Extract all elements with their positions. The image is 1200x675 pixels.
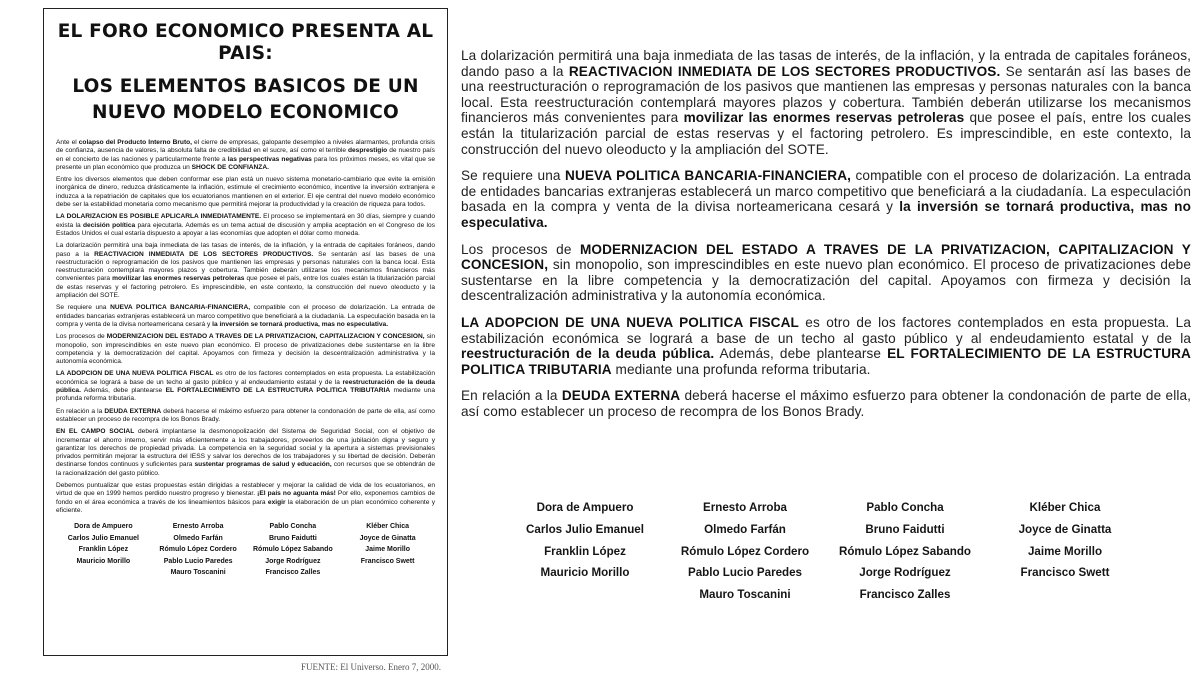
body-text: En relación a la <box>461 388 562 404</box>
signatory-name: Rómulo López Sabando <box>253 546 333 554</box>
emphasis-text: reestructuración de la deuda pública. <box>56 378 435 395</box>
body-text: Ante el <box>56 139 79 146</box>
body-text: con recursos que se obtendrán de la racionalización del gasto público. <box>56 461 435 477</box>
body-text: Por ello, exponemos carnbios de fondo en el área económica a través de los lineamientos básicos para <box>56 490 435 506</box>
emphasis-text: decisión política <box>83 221 136 229</box>
signatory-name <box>56 567 151 579</box>
body-text: Entre los diversos elementos que deben conformar ese plan está un nuevo sistema monetario-cambiario que evite la emisión inorgánica de dinero, reduzca drásticamente la inflación, estimule el crecimiento económico, incentive la inversión extranjera e induzca a la repatriación de capitales que los ecuatorianos mantienen en el exterior. El eje central del nuevo modelo económico debe ser la estabilidad monetaria como mecanismo que permitirá mejorar la productividad y la creación de riqueza para todos. <box>56 176 435 209</box>
ad-headline: EL FORO ECONOMICO PRESENTA AL PAIS: <box>57 21 434 64</box>
body-text: deberá hacerse el máximo esfuerzo para obtener la condonación de parte de ella, así como establecer un proceso de recompra de los Bonos Brady. <box>461 388 1191 419</box>
signatory-name: Olmedo Farfán <box>704 522 786 536</box>
body-text: Además, debe plantearse <box>80 387 166 395</box>
body-text: Los procesos de <box>56 333 107 341</box>
signatory-name: Jaime Morillo <box>365 546 410 554</box>
signatory-name: Ernesto Arroba <box>703 501 787 514</box>
emphasis-text: LA DOLARIZACION ES POSIBLE APLICARLA INMEDIATAMENTE. <box>56 213 262 221</box>
body-text: Los procesos de <box>461 241 580 257</box>
body-text: compatible con el proceso de dolarización. La entrada de entidades bancarias extranjeras establecerá un marco competitivo que beneficiará a la ciudadanía. La especulación basada en la compra y venta de la divisa norteamericana cesará y <box>56 304 436 328</box>
body-text: el cierre de empresas, galopante desempleo a niveles alarmantes, profunda crisis de confianza, ausencia de valores, la absoluta falta de credibilidad en el sucre, así como el terrible <box>56 139 435 155</box>
signatory-name: Bruno Faidutti <box>268 534 317 542</box>
body-text: Se sentarán así las bases de una reestructuración o reprogramación de los pasivos que mantienen las empresas y personas naturales con la banca local. Esta reestructuración contemplará mayores plazos y cobertura. También deberán utilizarse los mecanismos financieros más convenientes para <box>461 63 1191 126</box>
excerpt-paragraph <box>461 168 1191 230</box>
emphasis-text: LA ADOPCION DE UNA NUEVA POLITICA FISCAL <box>56 370 214 378</box>
ad-paragraph <box>56 408 435 425</box>
body-text: compatible con el proceso de dolarización. La entrada de entidades bancarias extranjeras establecerá un marco competitivo que beneficiará a la ciudadanía. La especulación basada en la compra y venta de la divisa norteamericana cesará y <box>461 168 1191 215</box>
signatory-name: Kléber Chica <box>366 523 410 531</box>
emphasis-text: EL FORTALECIMIENTO DE LA ESTRUCTURA POLITICA TRIBUTARIA <box>165 387 391 395</box>
body-text: de nuestro país en el concierto de las naciones y particularmente frente a <box>56 147 435 163</box>
ad-paragraph <box>56 304 435 329</box>
emphasis-text: REACTIVACION INMEDIATA DE LOS SECTORES PRODUCTIVOS. <box>94 250 314 258</box>
body-text: la elaboración de un plan económico coherente y eficiente. <box>56 498 435 514</box>
emphasis-text: desprestigio <box>347 147 388 155</box>
signatory-name: Franklin López <box>78 546 129 554</box>
ad-paragraph <box>56 482 435 515</box>
signatory-name: Dora de Ampuero <box>74 523 133 531</box>
body-text: sin monopolio, son imprescindibles en este nuevo plan económico. El proceso de privatizaciones debe sustentarse en la libre competencia y la democratización del capital. Apoyamos con firmeza y decisión la descentralización administrativa y la autonomía económica. <box>56 333 435 366</box>
zoomed-text-excerpt <box>461 48 1191 430</box>
source-caption: FUENTE: El Universo. Enero 7, 2000. <box>301 662 441 672</box>
body-text: es otro de los factores contemplados en esta propuesta. La estabilización económica se logrará a base de un techo al gasto público y al endeudamiento estatal y de la <box>56 370 436 386</box>
emphasis-text: DEUDA EXTERNA <box>561 388 681 404</box>
signatory-name: Ernesto Arroba <box>172 523 224 531</box>
signatory-name: Francisco Zalles <box>265 569 321 577</box>
emphasis-text: NUEVA POLITICA BANCARIA-FINANCIERA, <box>110 304 251 312</box>
body-text: En relación a la <box>56 407 105 415</box>
ad-paragraph <box>56 139 435 172</box>
body-text: que posee el país, entre los cuales están la titularización parcial de estas reservas y el factoring petrolero. Es imprescindible, en este contexto, la construcción del nuevo oleoducto y la ampliación del SOTE. <box>461 110 1192 157</box>
ad-paragraph <box>56 176 435 209</box>
emphasis-text: movilizar las enormes reservas petroleras <box>683 110 965 126</box>
emphasis-text: movilizar las enormes reservas petroleras <box>112 275 245 283</box>
ad-title-line-1: LOS ELEMENTOS BASICOS DE UN <box>72 76 419 97</box>
emphasis-text: EN EL CAMPO SOCIAL <box>56 428 135 436</box>
signatory-name: Mauricio Morillo <box>540 566 630 580</box>
signatory-name: Carlos Julio Emanuel <box>526 522 644 536</box>
ad-paragraph <box>56 428 435 478</box>
body-text: para ejecutarla. Además es un tema actual de discusión y amplia aceptación en el Congreso de los Estados Unidos el cual estaría dispuesto a apoyar a las economías que adopten el dólar como moneda. <box>56 221 435 237</box>
body-text: La dolarización permitirá una baja inmediata de las tasas de interés, de la inflación, y la entrada de capitales foráneos, dando paso a la <box>461 48 1191 79</box>
signatory-name: Francisco Zalles <box>859 588 951 602</box>
body-text: Se requiere una <box>461 168 566 184</box>
signatory-name: Francisco Swett <box>1020 566 1110 580</box>
emphasis-text: exigir <box>267 498 286 506</box>
signatory-name <box>340 567 435 579</box>
ad-paragraph <box>56 333 435 366</box>
excerpt-paragraph <box>461 388 1191 419</box>
signatory-name: Mauro Toscanini <box>170 569 226 577</box>
emphasis-text: MODERNIZACION DEL ESTADO A TRAVES DE LA PRIVATIZACION, CAPITALIZACION Y CONCESION, <box>461 241 1191 273</box>
body-text: que posee el país, entre los cuales están la titularización parcial de estas reservas y el factoring petrolero. Es imprescindible, en este contexto, la construcción del nuevo oleoducto y la ampliación del SOTE. <box>56 275 435 300</box>
signatory-name: Mauro Toscanini <box>699 588 791 602</box>
full-page-advertisement <box>43 8 448 672</box>
signatory-name: Francisco Swett <box>360 557 415 565</box>
ad-paragraph <box>56 213 435 238</box>
signatory-name: Pablo Lucio Paredes <box>687 566 803 580</box>
ad-body <box>56 139 435 515</box>
ad-title-line-2: NUEVO MODELO ECONOMICO <box>92 102 399 123</box>
emphasis-text: NUEVA POLITICA BANCARIA-FINANCIERA, <box>565 168 851 184</box>
signatory-name: Olmedo Farfán <box>173 534 223 542</box>
signatory-name <box>985 584 1145 606</box>
body-text: Debemos puntualizar que estas propuestas están dirigidas a restablecer y mejorar la calidad de vida de los ecuatorianos, en virtud de que en 1999 hemos perdido nuestro progreso y bienestar. <box>56 481 435 498</box>
signatory-name: Pablo Concha <box>269 523 317 531</box>
signatory-name: Carlos Julio Emanuel <box>67 534 139 542</box>
body-text: sin monopolio, son imprescindibles en este nuevo plan económico. El proceso de privatizaciones debe sustentarse en la libre competencia y la democratización del capital. Apoyamos con firmeza y decisión la descentralización administrativa y la autonomía económica. <box>461 257 1191 304</box>
excerpt-paragraph <box>461 242 1191 304</box>
emphasis-text: MODERNIZACION DEL ESTADO A TRAVES DE LA PRIVATIZACION, CAPITALIZACION Y CONCESION, <box>106 333 425 341</box>
ad-signatories <box>56 521 435 579</box>
excerpt-paragraph <box>461 48 1191 157</box>
emphasis-text: reestructuración de la deuda pública. <box>461 346 715 362</box>
body-text: es otro de los factores contemplados en esta propuesta. La estabilización económica se logrará a base de un techo al gasto público y al endeudamiento estatal y de la <box>461 314 1191 346</box>
emphasis-text: sustentar programas de salud y educación, <box>194 461 332 469</box>
body-text: deberá hacerse el máximo esfuerzo para obtener la condonación de parte de ella, así como establecer un proceso de recompra de los Bonos Brady. <box>56 407 435 423</box>
excerpt-paragraph <box>461 315 1191 377</box>
ad-paragraph <box>56 242 435 300</box>
body-text: Además, debe plantearse <box>714 346 888 362</box>
signatory-name: Dora de Ampuero <box>536 501 634 514</box>
signatory-name <box>505 584 665 606</box>
emphasis-text: LA ADOPCION DE UNA NUEVA POLITICA FISCAL <box>461 314 799 330</box>
signatory-name: Joyce de Ginatta <box>1018 522 1112 536</box>
ad-paragraph <box>56 370 435 403</box>
signatory-name: Kléber Chica <box>1029 501 1101 514</box>
body-text: Se sentarán así las bases de una reestructuración o reprogramación de los pasivos que mantienen las empresas y personas naturales con la banca local. Esta reestructuración contemplará mayores plazos y cobertura. También deberán utilizarse los mecanismos financieros más convenientes para <box>56 250 435 283</box>
emphasis-text: la inversión se tornará productiva, mas no especulativa. <box>461 199 1191 230</box>
signatory-name: Jaime Morillo <box>1027 544 1103 558</box>
signatory-name: Rómulo López Sabando <box>838 544 972 558</box>
emphasis-text: REACTIVACION INMEDIATA DE LOS SECTORES PRODUCTIVOS. <box>568 63 1001 79</box>
emphasis-text: colapso del Producto Interno Bruto, <box>78 139 193 146</box>
body-text: Se requiere una <box>56 304 111 312</box>
emphasis-text: SHOCK DE CONFIANZA. <box>191 163 269 171</box>
signatory-name: Jorge Rodríguez <box>265 557 321 565</box>
body-text: El proceso se implementará en 30 días, siempre y cuando exista la <box>56 213 435 229</box>
body-text: para los próximos meses, es vital que se presente un plan económico que produzca un <box>56 155 435 171</box>
body-text: deberá implantarse la desmonopolización del Sistema de Seguridad Social, con el objetivo de incrementar el ahorro interno, servir más eficientemente a los trabajadores, proveerlos de una jubilación digna y seguro y garantizar los derechos de propiedad privada. La competencia en la seguridad social y la apertura a sistemas previsionales privados permitirán mejorar la estructura del IESS y salvar los derechos de los trabajadores y su libertad de decisión. Deberán destinarse fondos continuos y suficientes para <box>56 428 435 469</box>
emphasis-text: DEUDA EXTERNA <box>104 407 162 415</box>
emphasis-text: la inversión se tornará productiva, mas no especulativa. <box>212 320 389 328</box>
signatory-name: Jorge Rodríguez <box>859 566 951 580</box>
signatory-name: Bruno Faidutti <box>865 522 945 536</box>
emphasis-text: las perspectivas negativas <box>227 155 312 163</box>
signatory-name: Mauricio Morillo <box>76 557 131 565</box>
signatory-name: Rómulo López Cordero <box>680 544 810 558</box>
signatory-name: Pablo Lucio Paredes <box>163 557 233 565</box>
signatory-name: Pablo Concha <box>866 501 944 514</box>
signatory-name: Franklin López <box>544 544 626 558</box>
body-text: mediante una profunda reforma tributaria. <box>611 361 871 377</box>
signatory-name: Rómulo López Cordero <box>159 546 237 554</box>
emphasis-text: ¡El país no aguanta más! <box>257 490 336 498</box>
zoomed-signatories <box>505 497 1145 606</box>
body-text: La dolarización permitirá una baja inmediata de las tasas de interés, de la inflación, y la entrada de capitales foráneos, dando paso a la <box>56 242 435 258</box>
body-text: mediante una profunda reforma tributaria. <box>56 387 435 403</box>
emphasis-text: EL FORTALECIMIENTO DE LA ESTRUCTURA POLITICA TRIBUTARIA <box>461 346 1191 377</box>
signatory-name: Joyce de Ginatta <box>359 534 416 542</box>
